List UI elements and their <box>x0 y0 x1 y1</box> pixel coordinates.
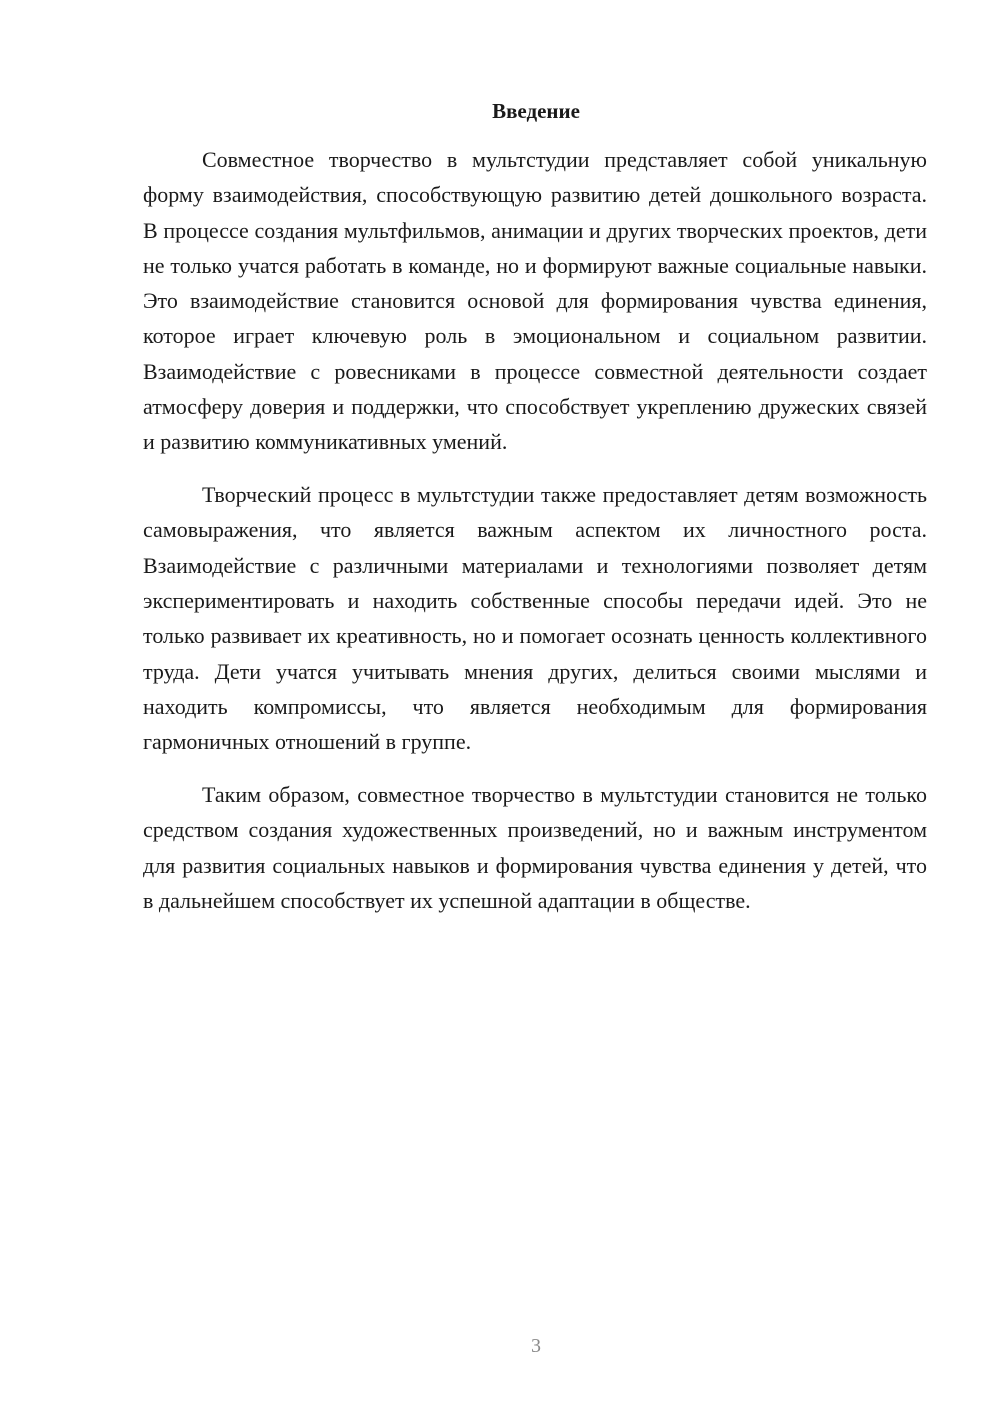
paragraph-2: Творческий процесс в мультстудии также предоставляет детям возможность самовыражения, что является важным аспектом их личностного роста. Взаимодействие с различными материалами и технологиями позволяет детям экспериментировать и находить собственные способы передачи идей. Это не только развивает их креативность, но и помогает осознать ценность коллективного труда. Дети учатся учитывать мнения других, делиться своими мыслями и находить компромиссы, что является необходимым для формирования гармоничных отношений в группе. <box>143 482 927 755</box>
paragraph-1: Совместное творчество в мультстудии представляет собой уникальную форму взаимодействия, способствующую развитию детей дошкольного возраста. В процессе создания мультфильмов, анимации и других творческих проектов, дети не только учатся работать в команде, но и формируют важные социальные навыки. Это взаимодействие становится основой для формирования чувства единения, которое играет ключевую роль в эмоциональном и социальном развитии. Взаимодействие с ровесниками в процессе совместной деятельности создает атмосферу доверия и поддержки, что способствует укреплению дружеских связей и развитию коммуникативных умений. <box>143 147 927 455</box>
section-title: Введение <box>492 99 580 123</box>
page-number: 3 <box>531 1335 541 1357</box>
paragraph-3: Таким образом, совместное творчество в мультстудии становится не только средством создания художественных произведений, но и важным инструментом для развития социальных навыков и формирования чувства единения у детей, что в дальнейшем способствует их успешной адаптации в обществе. <box>143 782 927 913</box>
body-text <box>143 142 927 936</box>
